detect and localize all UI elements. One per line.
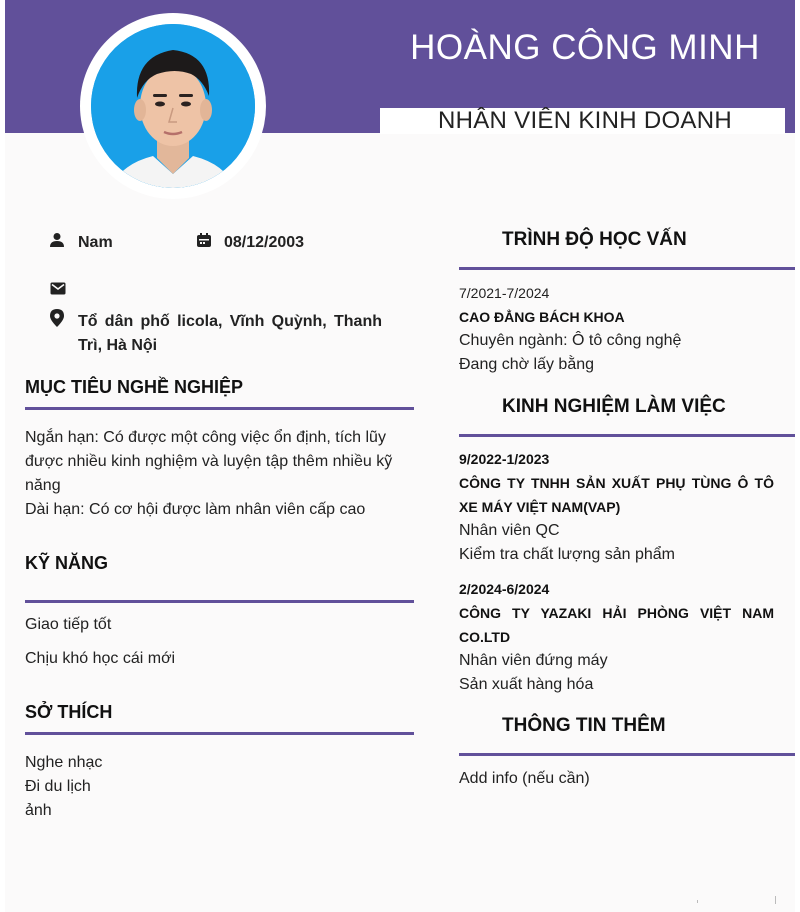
calendar-icon: [196, 232, 212, 248]
job-role: Nhân viên QC: [459, 522, 560, 539]
birthdate-value: 08/12/2003: [224, 234, 305, 251]
job-period: 2/2024-6/2024: [459, 581, 550, 597]
job-duty: Kiểm tra chất lượng sản phẩm: [459, 546, 675, 563]
gender-value: Nam: [78, 234, 113, 251]
page-mark: [697, 900, 698, 903]
hobbies-title: SỞ THÍCH: [25, 702, 113, 722]
extra-info-text: Add info (nếu cần): [459, 770, 590, 787]
extra-info-divider: [459, 753, 795, 756]
job-company: CÔNG TY TNHH SẢN XUẤT PHỤ TÙNG Ô TÔ XE MÁY VIỆT NAM(VAP): [459, 475, 774, 515]
address-value: Tổ dân phố licola, Vĩnh Quỳnh, Thanh Trì, Hà Nội: [78, 313, 382, 354]
education-divider: [459, 267, 795, 270]
objective-short-term: Ngắn hạn: Có được một công việc ổn định, tích lũy được nhiều kinh nghiệm và luyện tập thêm nhiều kỹ năng: [25, 429, 393, 494]
experience-divider: [459, 434, 795, 437]
skill-item: Chịu khó học cái mới: [25, 650, 176, 667]
person-icon: [49, 232, 65, 248]
hobbies-divider: [25, 732, 414, 735]
hobby-item: Nghe nhạc: [25, 754, 103, 771]
job-period: 9/2022-1/2023: [459, 451, 550, 467]
hobby-item: Đi du lịch: [25, 778, 91, 795]
education-major: Chuyên ngành: Ô tô công nghệ: [459, 332, 682, 349]
extra-info-title: THÔNG TIN THÊM: [502, 715, 666, 736]
hobby-item: ảnh: [25, 802, 52, 819]
skills-divider: [25, 600, 414, 603]
portrait-photo: [91, 24, 255, 188]
objective-divider: [25, 407, 414, 410]
education-period: 7/2021-7/2024: [459, 285, 550, 301]
job-company: CÔNG TY YAZAKI HẢI PHÒNG VIỆT NAM CO.LTD: [459, 605, 774, 645]
avatar: [91, 24, 255, 188]
job-title: NHÂN VIÊN KINH DOANH: [437, 107, 733, 134]
education-status: Đang chờ lấy bằng: [459, 356, 595, 373]
objective-title: MỤC TIÊU NGHỀ NGHIỆP: [25, 377, 244, 397]
envelope-icon: [50, 282, 66, 295]
candidate-name: HOÀNG CÔNG MINH: [410, 28, 760, 67]
job-duty: Sản xuất hàng hóa: [459, 676, 594, 693]
job-role: Nhân viên đứng máy: [459, 652, 608, 669]
education-school: CAO ĐẲNG BÁCH KHOA: [459, 309, 625, 325]
skills-title: KỸ NĂNG: [25, 553, 109, 573]
education-title: TRÌNH ĐỘ HỌC VẤN: [502, 229, 687, 250]
objective-long-term: Dài hạn: Có cơ hội được làm nhân viên cấp cao: [25, 501, 366, 518]
page-mark: [775, 896, 776, 904]
map-pin-icon: [50, 309, 64, 327]
experience-title: KINH NGHIỆM LÀM VIỆC: [502, 396, 726, 417]
skill-item: Giao tiếp tốt: [25, 616, 112, 633]
